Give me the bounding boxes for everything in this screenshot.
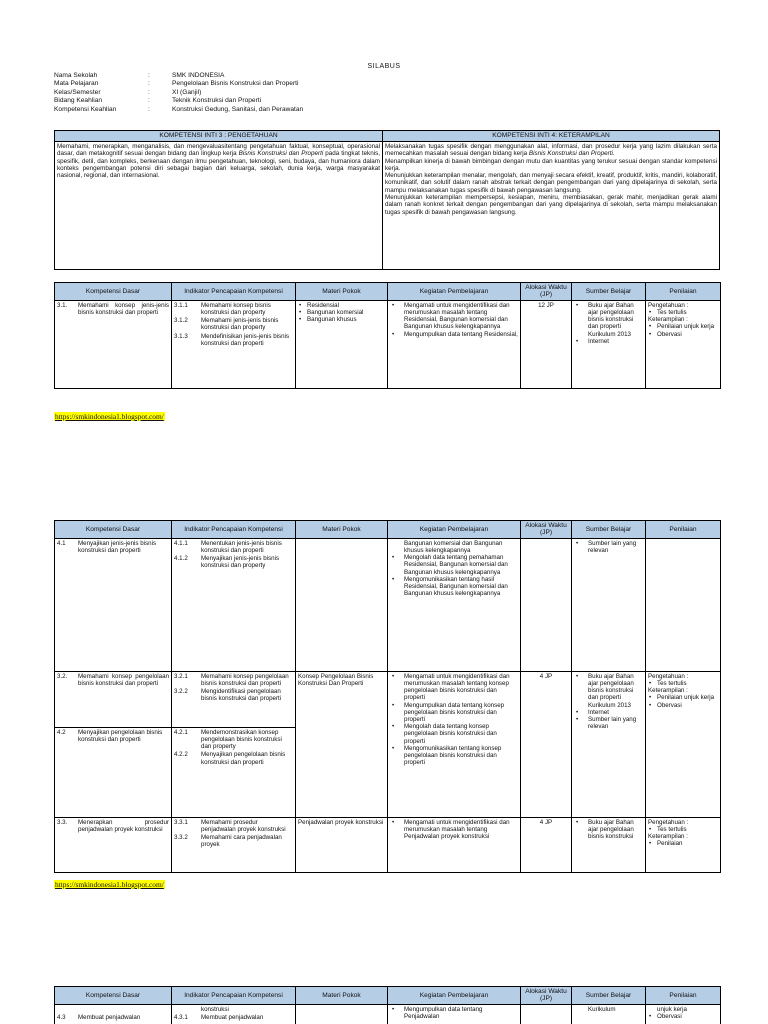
kompetensi-inti-table (54, 130, 720, 270)
list-item: • Internet (574, 338, 643, 345)
list-item: • Tes tertulis (648, 826, 718, 833)
list-item: • Mengomunikasikan tentang hasil Residensial, Bangunan komersial dan Bangunan khusus kelengkapannya (390, 576, 518, 598)
list-item: • Mengumpulkan data tentang Penjadwalan (390, 1006, 518, 1020)
ki4-text: Melaksanakan tugas spesifik dengan menggunakan alat, informasi, dan prosedur kerja yang lazim dilakukan serta memecahkan masalah sesuai dengan bidang kerja Bisnis Konstruksi dan Properti. Menampilkan kinerja di bawah bimbingan dengan mutu dan kuantitas yang terukur sesuai dengan standar kompetensi kerja. Menunjukkan keterampilan menalar, mengolah, dan menyaji secara efektif, kreatif, produktif, kritis, mandiri, kolaboratif, komunikatif, dan solutif dalam ranah abstrak terkait dengan pengembangan dari yang dipelajarinya di sekolah, serta mampu melaksanakan tugas spesifik di bawah pengawasan langsung. Menunjukkan keterampilan mempersepsi, kesiapan, meniru, membiasakan, gerak mahir, menjadikan gerak alami dalam ranah konkret terkait dengan pengembangan dari yang dipelajarinya di sekolah, serta mampu melaksanakan tugas spesifik di bawah pengawasan langsung. (383, 142, 720, 270)
identity-colon: : (148, 88, 150, 96)
header-alokasi: Alokasi Waktu (JP) (521, 521, 572, 539)
alokasi-cell: 12 JP (521, 300, 572, 388)
ki4-header: KOMPETENSI INTI 4: KETERAMPILAN (383, 131, 720, 142)
kd-number: 3.2. (57, 672, 68, 680)
list-item: • Penilaian (648, 840, 718, 847)
identity-value: XI (Ganjil) (172, 88, 202, 96)
list-item: • Obervasi (648, 702, 718, 709)
header-kegiatan: Kegiatan Pembelajaran (388, 521, 521, 539)
penilaian-cell (646, 300, 721, 388)
indicator-cell (172, 817, 296, 872)
indicator-text: Memahami konsep pengelolaan bisnis konstruksi dan properti (201, 672, 289, 688)
list-item: • Tes tertulis (648, 680, 718, 687)
kd-number: 4.3 (57, 1013, 66, 1021)
indicator-number: 3.3.1 (174, 818, 188, 826)
list-item: • Penilaian unjuk kerja (648, 323, 718, 330)
indicator-text: Memahami cara penjadwalan proyek (201, 834, 282, 849)
penilaian-cell (646, 1004, 721, 1024)
penilaian-label: Keterampilan : (648, 833, 688, 841)
sumber-cell (572, 300, 646, 388)
list-item: • Mengomunikasikan tentang konsep pengelolaan bisnis konstruksi dan properti (390, 745, 518, 767)
list-item: • Bangunan komersial (298, 309, 385, 316)
penilaian-cell (646, 538, 721, 671)
sumber-cell (572, 671, 646, 817)
identity-row (54, 97, 694, 105)
header-materi: Materi Pokok (296, 987, 388, 1005)
header-sumber: Sumber Belajar (572, 521, 646, 539)
indicator-number: 3.2.2 (174, 688, 188, 696)
header-kompetensi-dasar: Kompetensi Dasar (55, 521, 172, 539)
kd-text: Menerapkan prosedur penjadwalan proyek konstruksi (78, 818, 169, 834)
kd-number: 4.2 (57, 728, 66, 736)
indicator-text: Mendemonstrasikan konsep pengelolaan bisnis konstruksi dan property (201, 728, 282, 751)
indicator-number: 4.3.1 (174, 1014, 188, 1022)
materi-cell: Konsep Pengelolaan Bisnis Konstruksi Dan Properti (296, 671, 388, 817)
ki3-text: Memahami, menerapkan, menganalisis, dan mengevaluasitentang pengetahuan faktual, konseptual, operasional dasar, dan metakognitif sesuai dengan bidang dan lingkup kerja Bisnis Konstruksi dan Properti pada tingkat teknis, spesifik, detil, dan kompleks, berkenaan dengan ilmu pengetahuan, teknologi, seni, budaya, dan humaniora dalam konteks pengembangan potensi diri sebagai bagian dari keluarga, sekolah, dunia kerja, warga masyarakat nasional, regional, dan internasional. (55, 142, 383, 270)
kd-number: 4.1 (57, 539, 66, 547)
indicator-text: Menyajikan pengelolaan bisnis konstruksi dan properti (201, 751, 286, 766)
identity-key: Kelas/Semester (54, 88, 101, 96)
alokasi-cell: 4 JP (521, 671, 572, 817)
table-row (55, 817, 721, 872)
kd-table-header (55, 987, 721, 1005)
penilaian-label: Keterampilan : (648, 316, 688, 324)
indicator-number: 4.1.2 (174, 555, 188, 563)
identity-colon: : (148, 72, 150, 79)
identity-row (54, 106, 694, 114)
kd-table-2 (54, 520, 721, 873)
indicator-text: Mengidentifikasi pengelolaan bisnis konstruksi dan properti (201, 688, 282, 703)
table-row (55, 671, 721, 817)
header-materi: Materi Pokok (296, 283, 388, 301)
materi-cell (296, 300, 388, 388)
kd-table-3 (54, 986, 721, 1024)
header-indikator: Indikator Pencapaian Kompetensi (172, 987, 296, 1005)
header-alokasi: Alokasi Waktu (JP) (521, 987, 572, 1005)
indicator-number: 3.1.3 (174, 332, 188, 340)
indicator-number: 4.2.2 (174, 751, 188, 759)
kd-cell (55, 671, 172, 817)
identity-key: Mata Pelajaran (54, 80, 99, 88)
list-item: • Mengumpulkan data tentang Residensial, (390, 331, 518, 338)
header-penilaian: Penilaian (646, 521, 721, 539)
list-item: • Tes tertulis (648, 309, 718, 316)
indicator-text: Memahami prosedur penjadwalan proyek konstruksi (201, 818, 286, 834)
alokasi-cell (521, 538, 572, 671)
kegiatan-cell (388, 1004, 521, 1024)
kegiatan-cell (388, 671, 521, 817)
document-title: SILABUS (367, 63, 401, 70)
list-item: unjuk kerja (657, 1005, 687, 1013)
header-penilaian: Penilaian (646, 283, 721, 301)
list-item: • Bangunan khusus (298, 316, 385, 323)
list-item: • Mengamati untuk mengidentifikasi dan merumuskan masalah tentang Residensial, Bangunan komersial dan Bangunan khusus kelengkapannya (390, 302, 518, 331)
penilaian-label: Pengetahuan : (648, 301, 689, 309)
indicator-number: 3.1.1 (174, 301, 188, 309)
indicator-number: 3.1.2 (174, 317, 188, 325)
kegiatan-cell (388, 817, 521, 872)
ki3-header: KOMPETENSI INTI 3 : PENGETAHUAN (55, 131, 383, 142)
indicator-number: 3.2.1 (174, 672, 188, 680)
kd-table-header (55, 283, 721, 301)
header-kompetensi-dasar: Kompetensi Dasar (55, 987, 172, 1005)
penilaian-label: Keterampilan : (648, 687, 688, 695)
list-item: • Sumber lain yang relevan (574, 716, 643, 730)
list-item: • Buku ajar Bahan ajar pengelolaan bisnis konstruksi dan properti Kurikulum 2013 (574, 302, 643, 338)
list-item: • Penilaian unjuk kerja (648, 694, 718, 701)
identity-value: Konstruksi Gedung, Sanitasi, dan Perawatan (172, 105, 304, 113)
header-alokasi: Alokasi Waktu (JP) (521, 283, 572, 301)
kegiatan-cell (388, 538, 521, 671)
indicator-text: Memahami konsep bisnis konstruksi dan property (201, 301, 271, 317)
kd-text: Menyajikan pengelolaan bisnis konstruksi dan properti (78, 728, 163, 744)
table-row (55, 1004, 721, 1024)
identity-table (54, 72, 694, 114)
list-item: • Obervasi (648, 331, 718, 338)
alokasi-cell (521, 1004, 572, 1024)
indicator-cell (172, 538, 296, 671)
list-item: • Internet (574, 709, 643, 716)
indicator-number: 3.3.2 (174, 834, 188, 842)
materi-cell (296, 1004, 388, 1024)
list-item: Kurikulum (588, 1005, 616, 1013)
blog-link[interactable]: https://smkindonesia1.blogspot.com/ (55, 880, 164, 889)
kd-number: 3.3. (57, 818, 68, 826)
indicator-text: Membuat penjadwalan (201, 1014, 264, 1022)
kd-text: Menyajikan jenis-jenis bisnis konstruksi dan properti (78, 539, 157, 555)
list-item: • Obervasi (648, 1013, 718, 1020)
sumber-cell (572, 1004, 646, 1024)
header-kompetensi-dasar: Kompetensi Dasar (55, 283, 172, 301)
materi-cell: Penjadwalan proyek konstruksi (296, 817, 388, 872)
list-item: Bangunan komersial dan Bangunan khusus kelengkapannya (404, 539, 503, 555)
header-kegiatan: Kegiatan Pembelajaran (388, 283, 521, 301)
list-item: • Residensial (298, 302, 385, 309)
indicator-number: 4.1.1 (174, 539, 188, 547)
identity-value: Teknik Konstruksi dan Properti (172, 97, 262, 105)
list-item: • Mengamati untuk mengidentifikasi dan merumuskan masalah tentang Penjadwalan proyek konstruksi (390, 819, 518, 841)
identity-row (54, 89, 694, 97)
indicator-text: Menyajikan jenis-jenis bisnis konstruksi dan property (201, 555, 280, 570)
identity-colon: : (148, 80, 150, 88)
identity-value: Pengelolaan Bisnis Konstruksi dan Properti (172, 80, 299, 88)
identity-key: Bidang Keahlian (54, 97, 103, 105)
list-item: • Mengumpulkan data tentang konsep pengelolaan bisnis konstruksi dan properti (390, 702, 518, 724)
header-sumber: Sumber Belajar (572, 283, 646, 301)
header-materi: Materi Pokok (296, 521, 388, 539)
blog-link[interactable]: https://smkindonesia1.blogspot.com/ (55, 412, 164, 421)
header-sumber: Sumber Belajar (572, 987, 646, 1005)
sumber-cell (572, 538, 646, 671)
kegiatan-cell (388, 300, 521, 388)
header-penilaian: Penilaian (646, 987, 721, 1005)
identity-value: SMK INDONESIA (172, 72, 225, 79)
kd-cell (55, 1004, 172, 1024)
list-item: • Mengolah data tentang pemahaman Residensial, Bangunan komersial dan Bangunan khusus kelengkapannya (390, 554, 518, 576)
kd-table-1 (54, 282, 721, 389)
indicator-text: Memahami jenis-jenis bisnis konstruksi dan property (201, 317, 279, 332)
kd-text: Memahami konsep pengelolaan bisnis konstruksi dan properti (78, 672, 169, 688)
header-indikator: Indikator Pencapaian Kompetensi (172, 521, 296, 539)
kd-number: 3.1. (57, 301, 68, 309)
identity-row (54, 72, 694, 80)
list-item: • Mengolah data tentang konsep pengelolaan bisnis konstruksi dan properti (390, 723, 518, 745)
list-item: • Mengamati untuk mengidentifikasi dan merumuskan masalah tentang konsep pengelolaan bisnis konstruksi dan properti (390, 673, 518, 702)
indicator-text: konstruksi (201, 1005, 229, 1013)
indicator-cell (172, 300, 296, 388)
header-kegiatan: Kegiatan Pembelajaran (388, 987, 521, 1005)
table-row (55, 300, 721, 388)
identity-colon: : (148, 105, 150, 113)
identity-key: Nama Sekolah (54, 72, 98, 79)
list-item: • Sumber lain yang relevan (574, 540, 643, 554)
penilaian-cell (646, 671, 721, 817)
list-item: • Buku ajar Bahan ajar pengelolaan bisnis konstruksi dan properti Kurikulum 2013 (574, 673, 643, 709)
alokasi-cell: 4 JP (521, 817, 572, 872)
kd-text: Membuat penjadwalan (78, 1013, 141, 1021)
table-row (55, 538, 721, 671)
penilaian-label: Pengetahuan : (648, 818, 689, 826)
indicator-cell (172, 671, 296, 817)
kd-cell (55, 300, 172, 388)
indicator-cell (172, 1004, 296, 1024)
list-item: • Buku ajar Bahan ajar pengelolaan bisnis konstruksi (574, 819, 643, 841)
indicator-text: Menentukan jenis-jenis bisnis konstruksi dan properti (201, 539, 282, 555)
kd-text: Memahami konsep jenis-jenis bisnis konstruksi dan properti (78, 301, 169, 317)
identity-row (54, 80, 694, 88)
penilaian-cell (646, 817, 721, 872)
kd-table-header (55, 521, 721, 539)
sumber-cell (572, 817, 646, 872)
identity-key: Kompetensi Keahlian (54, 105, 117, 113)
materi-cell (296, 538, 388, 671)
kd-cell (55, 538, 172, 671)
kd-cell (55, 817, 172, 872)
header-indikator: Indikator Pencapaian Kompetensi (172, 283, 296, 301)
identity-colon: : (148, 97, 150, 105)
indicator-number: 4.2.1 (174, 728, 188, 736)
indicator-text: Mendefinisikan jenis-jenis bisnis konstruksi dan properti (201, 332, 290, 347)
penilaian-label: Pengetahuan : (648, 672, 689, 680)
